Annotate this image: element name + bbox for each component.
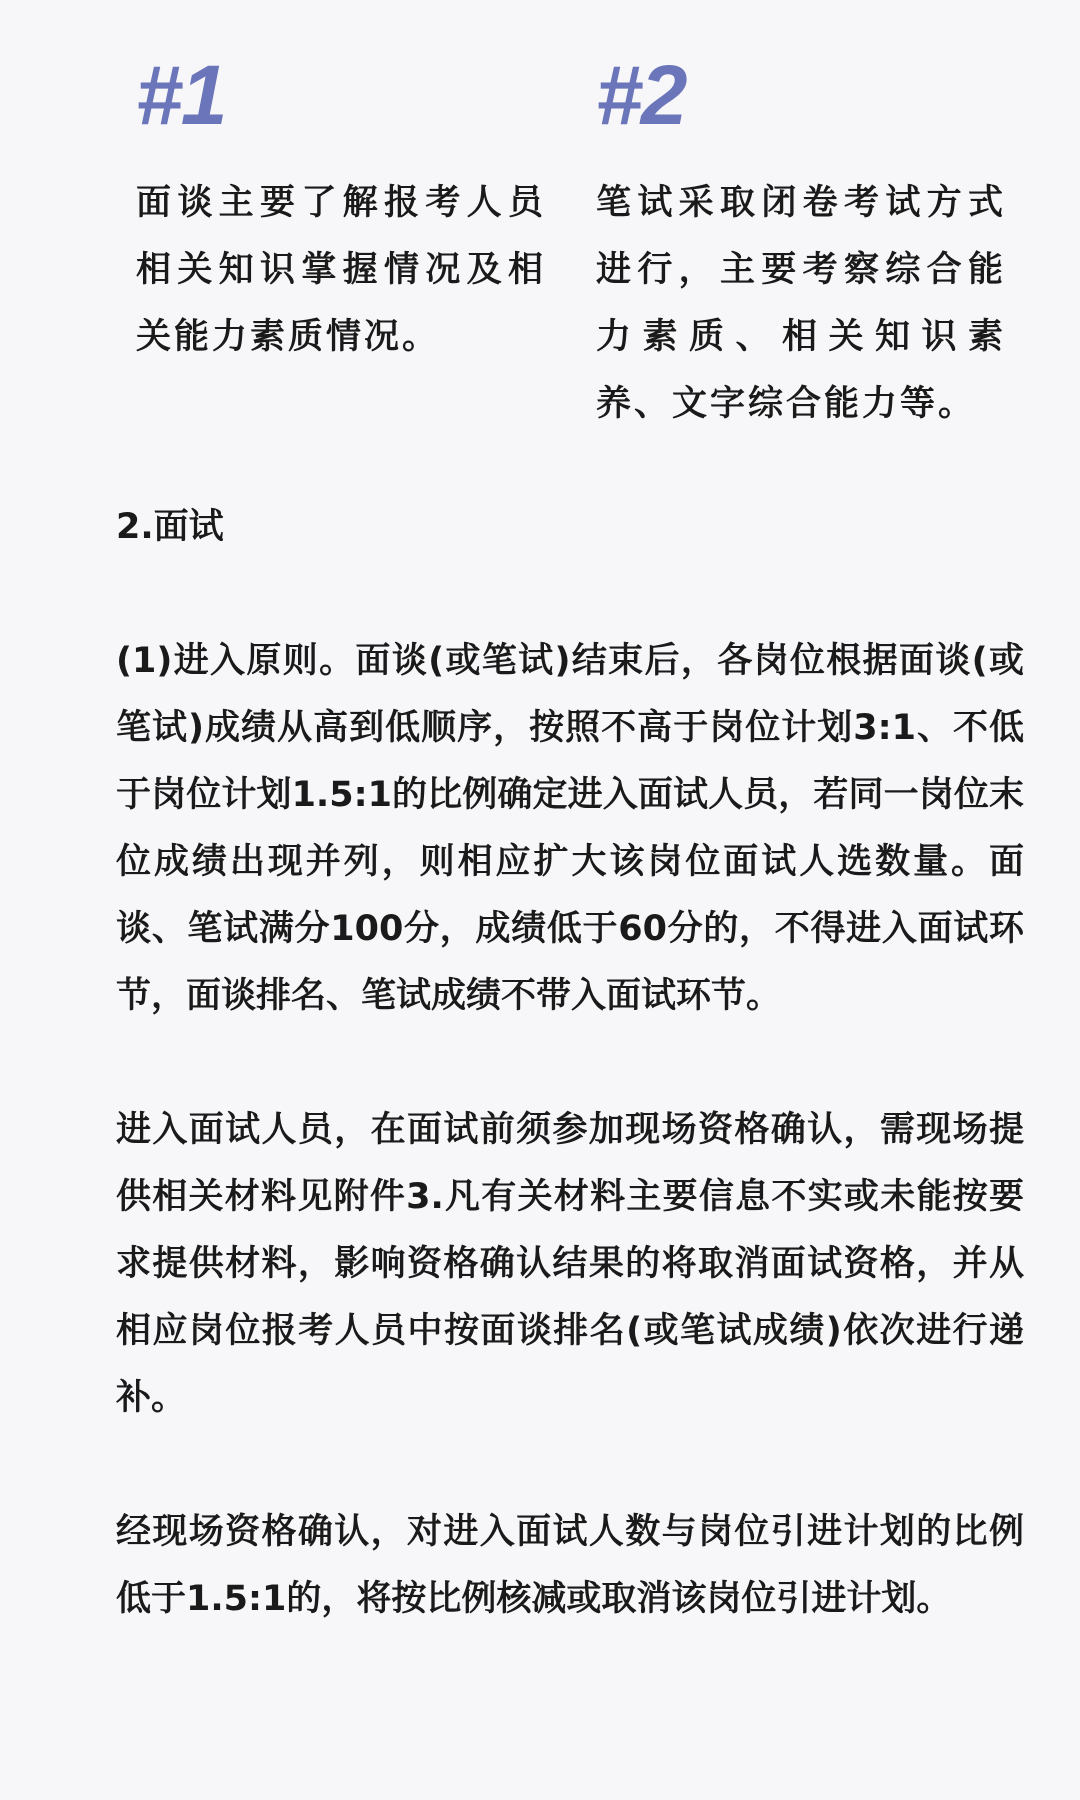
article-body <box>116 494 1024 1633</box>
card-number: #2 <box>596 48 686 142</box>
paragraph-qualification-check: 进入面试人员，在面试前须参加现场资格确认，需现场提供相关材料见附件3.凡有关材料主要信息不实或未能按要求提供材料，影响资格确认结果的将取消面试资格，并从相应岗位报考人员中按面谈排名(或笔试成绩)依次进行递补。 <box>116 1110 1024 1418</box>
card-description: 笔试采取闭卷考试方式进行，主要考察综合能力素质、相关知识素养、文字综合能力等。 <box>596 183 1006 424</box>
method-cards <box>0 50 1080 430</box>
card-interview-talk <box>136 50 546 371</box>
paragraph-entry-principle: (1)进入原则。面谈(或笔试)结束后，各岗位根据面谈(或笔试)成绩从高到低顺序，按照不高于岗位计划3:1、不低于岗位计划1.5:1的比例确定进入面试人员，若同一岗位末位成绩出现并列，则相应扩大该岗位面试人选数量。面谈、笔试满分100分，成绩低于60分的，不得进入面试环节，面谈排名、笔试成绩不带入面试环节。 <box>116 641 1024 1016</box>
card-written-exam <box>596 50 1006 438</box>
section-title: 2.面试 <box>116 507 224 547</box>
card-description: 面谈主要了解报考人员相关知识掌握情况及相关能力素质情况。 <box>136 183 546 357</box>
card-number: #1 <box>136 48 226 142</box>
paragraph-plan-reduction: 经现场资格确认，对进入面试人数与岗位引进计划的比例低于1.5:1的，将按比例核减或取消该岗位引进计划。 <box>116 1512 1024 1619</box>
